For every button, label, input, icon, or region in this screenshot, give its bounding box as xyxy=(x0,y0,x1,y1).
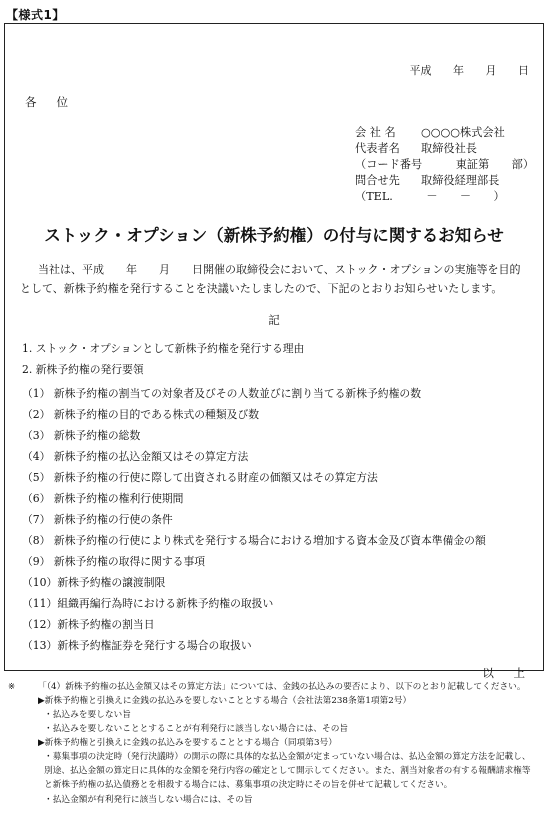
list-item: （6） 新株予約権の権利行使期間 xyxy=(22,492,184,505)
representative-row xyxy=(355,141,534,157)
list-item: （11）組織再編行為時における新株予約権の取扱い xyxy=(22,597,274,610)
company-info-label: 会 社 名 xyxy=(355,126,396,139)
list-item: （7） 新株予約権の行使の条件 xyxy=(22,513,173,526)
addressee-char-1: 各 xyxy=(25,95,37,109)
note-line: ・払込みを要しない旨 xyxy=(44,710,131,720)
company-info-value: 取締役社長 xyxy=(421,142,477,155)
code-row xyxy=(355,157,534,173)
closing-ijo: 以 上 xyxy=(482,666,525,680)
list-item: （8） 新株予約権の行使により株式を発行する場合における増加する資本金及び資本準備金の額 xyxy=(22,534,486,547)
list-item: （13）新株予約権証券を発行する場合の取扱い xyxy=(22,639,252,652)
list-item: （2） 新株予約権の目的である株式の種類及び数 xyxy=(22,408,260,421)
contact-row xyxy=(355,173,534,189)
notice-frame xyxy=(4,23,544,680)
form-label: 【様式1】 xyxy=(6,8,65,22)
list-item: （9） 新株予約権の取得に関する事項 xyxy=(22,555,206,568)
addressee-char-2: 位 xyxy=(56,95,68,109)
company-name-row xyxy=(355,125,534,141)
company-info-value: 取締役経理部長 xyxy=(421,174,500,187)
note-line: ・募集事項の決定時（発行決議時）の開示の際に具体的な払込金額が定まっていない場合は、払込金額の算定方法を記載し、別途、払込金額の算定日に具体的な金額を発行内容の確定として開示してください。また、割当対象者の有する報酬請求権等と新株予約権の払込債務とを相殺する場合には、募集事項の決定時にその旨を併せて記載してください。 xyxy=(44,752,531,791)
list-item: 2. 新株予約権の発行要領 xyxy=(22,363,144,376)
note-line: ▶新株予約権と引換えに金銭の払込みを要しないこととする場合（会社法第238条第1項第2号） xyxy=(38,696,412,706)
list-item: （3） 新株予約権の総数 xyxy=(22,429,141,442)
note-mark: ※ xyxy=(8,682,16,692)
ki-heading: 記 xyxy=(268,313,280,327)
list-item: （1） 新株予約権の割当ての対象者及びその人数並びに割り当てる新株予約権の数 xyxy=(22,387,421,400)
list-item: （5） 新株予約権の行使に際して出資される財産の価額又はその算定方法 xyxy=(22,471,378,484)
list-item: （10）新株予約権の譲渡制限 xyxy=(22,576,166,589)
company-info-value: ○○○○株式会社 xyxy=(421,126,505,139)
note-line: 「（4）新株予約権の払込金額又はその算定方法」については、金銭の払込みの要否により、以下のとおり記載してください。 xyxy=(38,682,526,692)
company-info-label: 代表者名 xyxy=(355,142,400,155)
company-info xyxy=(355,125,534,205)
company-info-label: 問合せ先 xyxy=(355,174,400,187)
note-line: ・払込金額が有利発行に該当しない場合には、その旨 xyxy=(44,795,253,805)
date-line: 平成 年 月 日 xyxy=(409,64,529,77)
list-item: 1. ストック・オプションとして新株予約権を発行する理由 xyxy=(22,342,305,355)
list-item: （4） 新株予約権の払込金額又はその算定方法 xyxy=(22,450,249,463)
list-item: （12）新株予約権の割当日 xyxy=(22,618,155,631)
addressee xyxy=(25,94,88,110)
note-line: ▶新株予約権と引換えに金銭の払込みを要することとする場合（同項第3号） xyxy=(38,738,337,748)
note-line: ・払込みを要しないこととすることが有利発行に該当しない場合には、その旨 xyxy=(44,724,349,734)
body-paragraph: 当社は、平成 年 月 日開催の取締役会において、ストック・オプションの実施等を目的として、新株予約権を発行することを決議いたしましたので、下記のとおりお知らせいたします。 xyxy=(20,263,521,295)
tel-row xyxy=(355,189,534,205)
company-info-value: （コード番号 東証第 部） xyxy=(355,158,535,171)
document-title: ストック・オプション（新株予約権）の付与に関するお知らせ xyxy=(44,226,504,245)
company-info-value: （TEL. － － ） xyxy=(355,190,505,203)
